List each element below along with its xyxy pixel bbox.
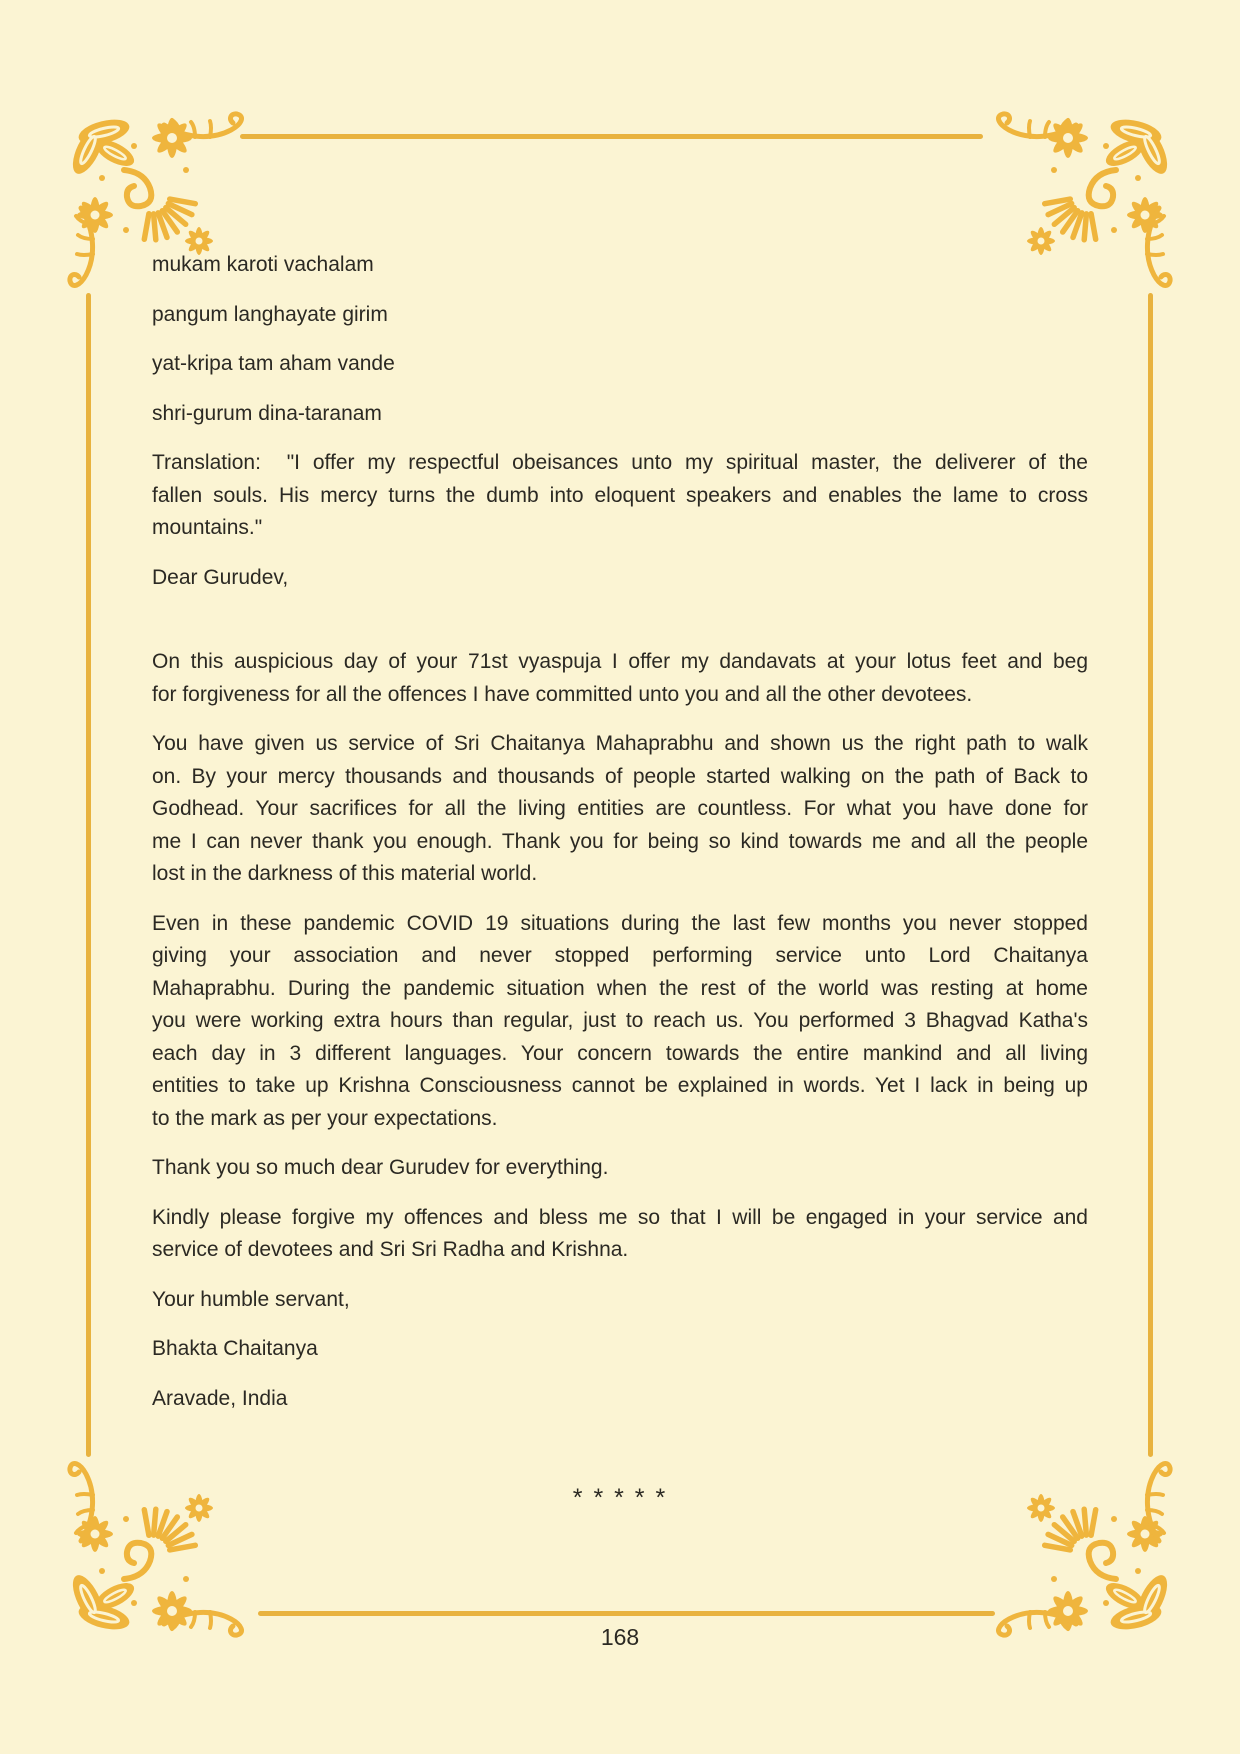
paragraph-para-vyaspuja [152,646,1088,711]
text-line: Your humble servant, [152,1287,350,1311]
text-line: Kindly please forgive my offences and bless me so that I will be engaged in your service and [152,1205,1088,1229]
paragraph-verse-line-4 [152,398,1088,431]
text-line: pangum langhayate girim [152,302,388,326]
paragraph-signature [152,1333,1088,1366]
text-line: yat-kripa tam aham vande [152,352,395,375]
letter-body [152,249,1088,1432]
text-line: entities to take up Krishna Consciousness cannot be explained in words. Yet I lack in being up [152,1074,1088,1097]
paragraph-para-thanks [152,1152,1088,1185]
paragraph-verse-line-1 [152,249,1088,282]
right-border-line [1148,293,1153,1457]
text-line: on. By your mercy thousands and thousands of people started walking on the path of Back to [152,764,1088,788]
text-line: You have given us service of Sri Chaitanya Mahaprabhu and shown us the right path to walk [152,732,1088,755]
text-line: shri-gurum dina-taranam [152,401,382,425]
text-line: fallen souls. His mercy turns the dumb into eloquent speakers and enables the lame to cross [152,483,1088,507]
top-border-line [240,134,983,139]
paragraph-translation [152,447,1088,545]
text-line: mountains." [152,516,263,539]
text-line: each day in 3 different languages. Your concern towards the entire mankind and all living [152,1041,1088,1065]
corner-flourish-bottom-right-icon [987,1452,1172,1637]
text-line: Mahaprabhu. During the pandemic situation when the rest of the world was resting at home [152,976,1088,1000]
text-line: for forgiveness for all the offences I have committed unto you and all the other devotees. [152,682,973,706]
text-line: to the mark as per your expectations. [152,1106,498,1130]
text-line: service of devotees and Sri Sri Radha and Krishna. [152,1238,629,1261]
paragraph-para-pandemic [152,908,1088,1136]
text-line: Aravade, India [152,1386,288,1410]
bottom-border-line [258,1611,995,1616]
corner-flourish-bottom-left-icon [68,1452,253,1637]
text-line: Thank you so much dear Gurudev for everything. [152,1156,609,1179]
text-line: Dear Gurudev, [152,565,289,589]
text-line: lost in the darkness of this material world. [152,862,538,885]
text-line: Bhakta Chaitanya [152,1337,318,1360]
paragraph-location [152,1383,1088,1416]
paragraph-verse-line-2 [152,299,1088,332]
paragraph-spacer [152,611,1088,629]
text-line: On this auspicious day of your 71st vyaspuja I offer my dandavats at your lotus feet and beg [152,650,1088,673]
paragraph-para-blessing [152,1202,1088,1267]
paragraph-verse-line-3 [152,348,1088,381]
text-line: Godhead. Your sacrifices for all the living entities are countless. For what you have done for [152,797,1088,820]
text-line: Even in these pandemic COVID 19 situations during the last few months you never stopped [152,911,1088,935]
asterisk-separator: * * * * * [572,1484,668,1512]
paragraph-salutation [152,562,1088,595]
text-line: mukam karoti vachalam [152,253,374,276]
text-line: me I can never thank you enough. Thank you for being so kind towards me and all the people [152,829,1088,853]
text-line: Translation: "I offer my respectful obeisances unto my spiritual master, the deliverer of the [152,451,1088,474]
text-line: you were working extra hours than regular, just to reach us. You performed 3 Bhagvad Katha's [152,1009,1088,1032]
text-line: giving your association and never stopped performing service unto Lord Chaitanya [152,944,1088,967]
page-number: 168 [600,1624,640,1650]
left-border-line [86,293,91,1457]
paragraph-para-service [152,728,1088,891]
paragraph-closing [152,1284,1088,1317]
